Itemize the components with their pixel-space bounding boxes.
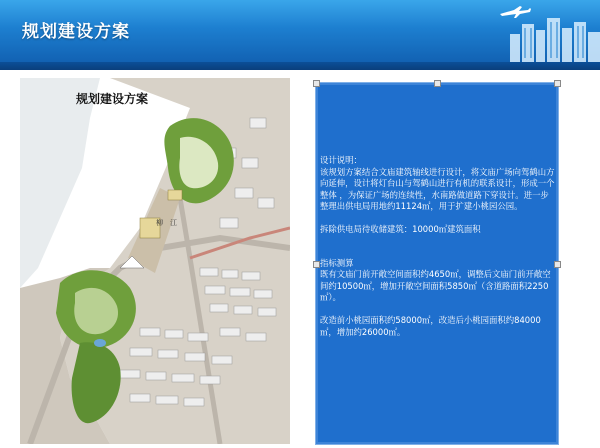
resize-handle-top-right[interactable] xyxy=(554,80,561,87)
resize-handle-top[interactable] xyxy=(434,80,441,87)
site-plan-map xyxy=(20,78,290,444)
demolition-text: 拆除供电局待收储建筑：10000㎡建筑面积 xyxy=(320,223,481,234)
park-body: 改造前小桃园面积约58000㎡，改造后小桃园面积约84000㎡，增加约26000㎡。 xyxy=(320,314,541,337)
city-skyline-icon xyxy=(480,0,600,62)
resize-handle-left[interactable] xyxy=(313,261,320,268)
description-textbox[interactable] xyxy=(316,83,558,444)
header-stripe xyxy=(0,62,600,70)
resize-handle-top-left[interactable] xyxy=(313,80,320,87)
panel-text xyxy=(320,155,556,338)
river-label: 柳 江 xyxy=(156,219,177,227)
map-title: 规划建设方案 xyxy=(76,92,149,106)
page-title: 规划建设方案 xyxy=(22,22,130,42)
design-heading: 设计说明： xyxy=(320,155,362,165)
indicator-body: 既有文庙门前开敞空间面积约4650㎡，调整后文庙门前开敞空间约10500㎡，增加开敞空间面积5850㎡（含道路面积2250㎡）。 xyxy=(320,269,551,303)
header-bar xyxy=(0,0,600,62)
indicator-heading: 指标测算 xyxy=(320,257,354,268)
site-plan-drawing xyxy=(20,78,290,444)
design-body: 该规划方案结合文庙建筑轴线进行设计，将文庙广场向驾鹤山方向延伸，设计将灯台山与驾鹤山进行有机的联系设计，形成一个整体 ，为保证广场的连续性，水南路做道路下穿设计。进一步整理出供电局用地约11124㎡，用于扩建小桃园公园。 xyxy=(320,166,555,212)
